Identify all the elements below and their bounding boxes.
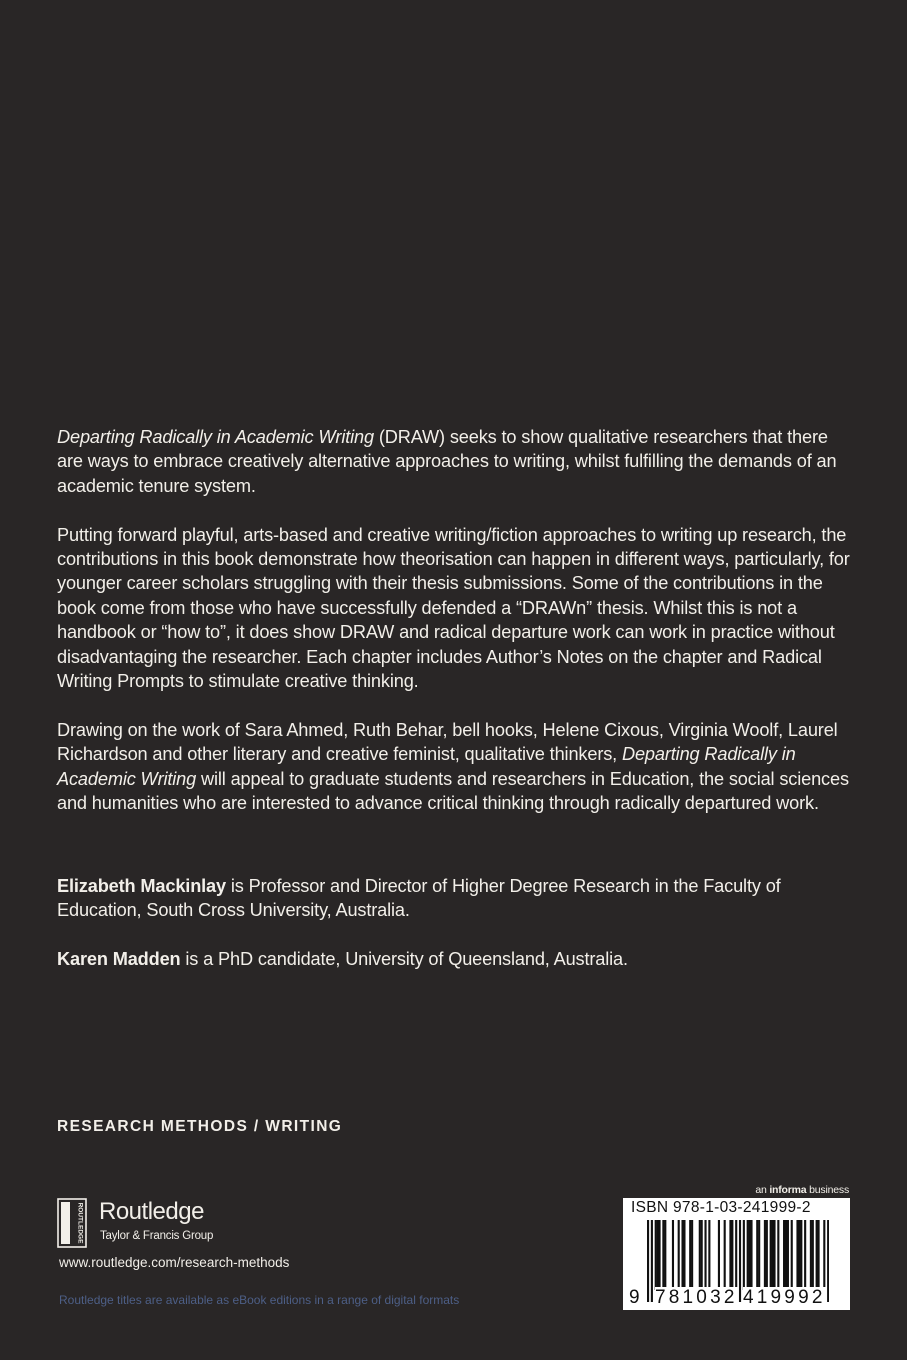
barcode-bar [783,1220,785,1290]
isbn-barcode [623,1198,850,1310]
blurb-paragraph-1: Departing Radically in Academic Writing (DRAW) seeks to show qualitative researchers that there are ways to embrace creatively alternative approaches to writing, whilst fulfilling the demands of an academic tenure system. [57,427,837,496]
barcode-bar [798,1220,800,1290]
book-title-italic: Departing Radically in Academic Writing [57,427,374,447]
publisher-website[interactable]: www.routledge.com/research-methods [59,1255,290,1270]
blurb-paragraph-2: Putting forward playful, arts-based and creative writing/fiction approaches to writing up research, the contributions in this book demonstrate how theorisation can happen in different ways, particularly, for younger career scholars struggling with their thesis submissions. Some of the contributions in the book come from those who have successfully defended a “DRAWn” thesis. Whilst this is not a handbook or “how to”, it does show DRAW and radical departure work can work in practice without disadvantaging the researcher. Each chapter includes Author’s Notes on the chapter and Radical Writing Prompts to stimulate creative thinking. [57,524,850,692]
barcode-bar [818,1220,820,1290]
barcode-bar [672,1220,674,1290]
barcode-digits [623,1285,850,1309]
barcode-bar [750,1220,752,1290]
barcode-bar [772,1220,774,1290]
barcode-bar [777,1220,779,1290]
back-cover-blurb [57,425,857,840]
barcode-bar [708,1220,710,1290]
barcode-bar [764,1220,766,1290]
barcode-bar [743,1220,745,1290]
book-title-italic: Departing Radically in Academic Writing [57,744,796,789]
barcode-right-digits: 419992 [743,1287,826,1308]
author-name: Elizabeth Mackinlay [57,876,226,896]
publisher-name: Routledge [99,1198,204,1225]
routledge-icon [57,1198,87,1248]
barcode-bar [681,1220,683,1290]
barcode-bar [655,1220,657,1290]
barcode-bar [770,1220,772,1290]
barcode-bar [701,1220,703,1290]
barcode-left-digits: 781032 [655,1287,738,1308]
barcode-bar [724,1220,726,1290]
barcode-bar [683,1220,685,1290]
publisher-group: Taylor & Francis Group [100,1230,214,1242]
barcode-bar [812,1220,814,1290]
barcode-bar [785,1220,787,1290]
barcode-bar [804,1220,806,1290]
barcode-bar [664,1220,666,1290]
logo-mark-text: ROUTLEDGE [76,1202,84,1244]
barcode-bar [787,1220,789,1290]
barcode-bar [678,1220,680,1290]
barcode-bar [691,1220,693,1290]
barcode-bar [749,1220,751,1290]
author-bio-2: Karen Madden is a PhD candidate, University of Queensland, Australia. [57,949,628,969]
barcode-bar [657,1220,659,1290]
barcode-lead-digit: 9 [629,1287,643,1308]
barcode-bar [756,1220,758,1290]
barcode-bar [816,1220,818,1290]
barcode-bar [773,1220,775,1290]
barcode-bar [800,1220,802,1290]
publisher-logo [57,1198,277,1250]
isbn-label: ISBN 978-1-03-241999-2 [631,1199,811,1216]
author-name: Karen Madden [57,949,181,969]
barcode-bar [662,1220,664,1290]
barcode-bar [747,1220,749,1290]
blurb-paragraph-3: Drawing on the work of Sara Ahmed, Ruth Behar, bell hooks, Helene Cixous, Virginia Woolf, Laurel Richardson and other literary and creative feminist, qualitative thinkers, Departing Radically in Academic Writing will appeal to graduate students and researchers in Education, the social sciences and humanities who are interested to advance critical thinking through radically departured work. [57,719,849,814]
barcode-bar [689,1220,691,1290]
barcode-bar [718,1220,720,1290]
barcode-bar [791,1220,793,1290]
subject-category: RESEARCH METHODS / WRITING [57,1118,343,1135]
barcode-bar [704,1220,706,1290]
barcode-bar [658,1220,660,1290]
author-bio-1: Elizabeth Mackinlay is Professor and Director of Higher Degree Research in the Faculty of Education, South Cross University, Australia. [57,876,781,921]
barcode-bar [731,1220,733,1290]
barcode-bar [729,1220,731,1290]
barcode-bar [766,1220,768,1290]
barcode-bar [758,1220,760,1290]
informa-business-tag: an informa business [755,1184,849,1196]
barcode-bar [810,1220,812,1290]
barcode-bar [796,1220,798,1290]
ebook-note: Routledge titles are available as eBook editions in a range of digital formats [59,1293,460,1307]
barcode-bar [699,1220,701,1290]
